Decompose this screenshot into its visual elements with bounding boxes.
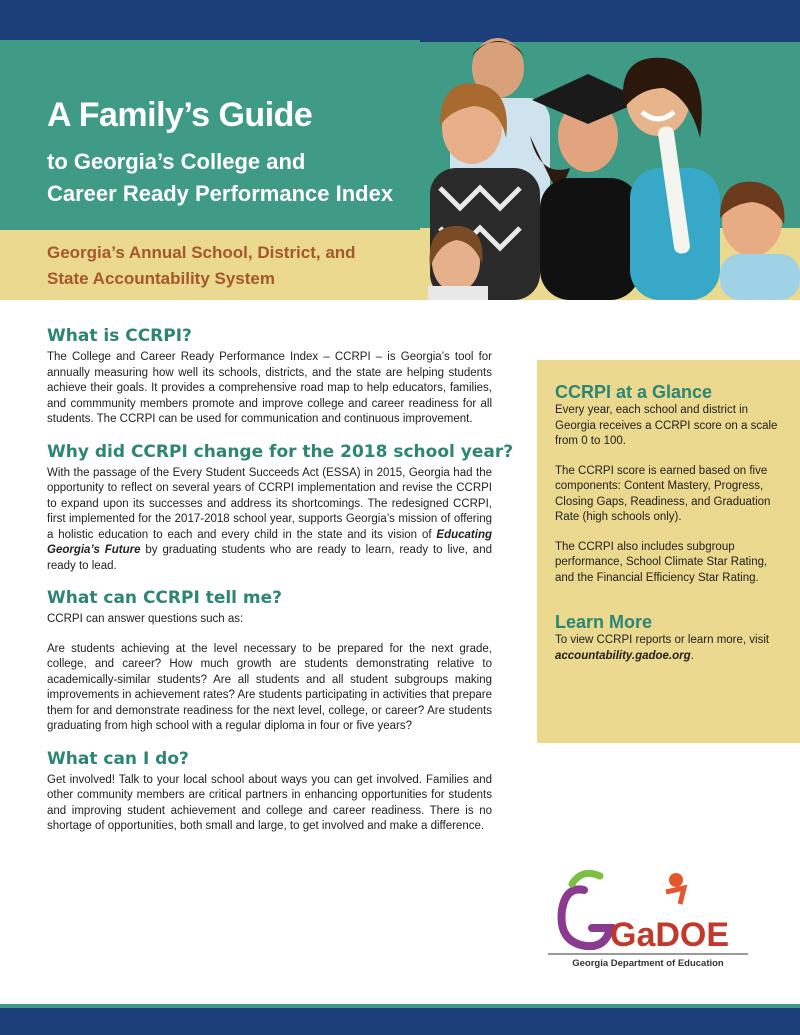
section-heading-why-change: Why did CCRPI change for the 2018 school year? (47, 441, 514, 462)
gadoe-logo (548, 862, 748, 972)
sidebar-heading-glance: CCRPI at a Glance (555, 382, 713, 402)
bottom-bar (0, 1008, 800, 1035)
paragraph-text: by graduating students who are ready to learn, ready to live, and ready to lead. (47, 544, 492, 572)
section-heading-what-tell: What can CCRPI tell me? (47, 588, 283, 608)
section-paragraph: CCRPI can answer questions such as: (47, 613, 244, 625)
paragraph-text: With the passage of the Every Student Succeeds Act (ESSA) in 2015, Georgia had the opportunity to reflect on several years of CCRPI implementation and revise the CCRPI to expand upon its successes and address its shortcomings. The redesigned CCRPI, first implemented for the 2017-2018 school year, supports Georgia’s mission of offering a holistic education to each and every child in the state and its vision of (47, 466, 492, 541)
logo-caption: Georgia Department of Education (572, 958, 724, 969)
sidebar-box (537, 360, 800, 743)
section-paragraph (47, 466, 492, 575)
logo-wordmark: GaDOE (610, 916, 730, 954)
sidebar-paragraph: The CCRPI also includes subgroup performance, School Climate Star Rating, and the Financial Efficiency Star Rating. (555, 540, 768, 584)
accountability-link[interactable]: accountability.gadoe.org (555, 649, 691, 662)
subtitle-line-2: State Accountability System (47, 269, 275, 288)
page-title-continued (47, 146, 393, 210)
section-paragraph: The College and Career Ready Performance Index – CCRPI – is Georgia’s tool for annually measuring how well its schools, districts, and the state are helping students achieve their goals. It provides a comprehensive road map to help educators, families, and commmunity members promote and improve college and career readiness for all students. The CCRPI can be used for communication and continuous improvement. (47, 351, 492, 425)
sidebar-heading-learn-more: Learn More (555, 612, 653, 632)
sidebar-paragraph (555, 633, 788, 664)
vision-emphasis: Educating Georgia’s Future (47, 528, 492, 556)
title-line-3: Career Ready Performance Index (47, 181, 394, 206)
main-content (47, 326, 514, 849)
page-subtitle (47, 240, 356, 292)
section-heading-what-is: What is CCRPI? (47, 326, 192, 346)
sidebar-paragraph: Every year, each school and district in Georgia receives a CCRPI score on a scale from 0 to 100. (555, 404, 778, 447)
section-paragraph: Are students achieving at the level necessary to be prepared for the next grade, college, and career? How much growth are students demonstrating relative to academically-similar students? Are all students and all student subgroups making improvements in achievement rates? Are students participating in activities that prepare them for and demonstrate readiness for the next level, college, or career? Are students graduating from high school with a regular diploma in four or five years? (47, 642, 492, 732)
learn-more-text: To view CCRPI reports or learn more, visit (555, 634, 770, 646)
learn-more-period: . (690, 649, 694, 662)
title-line-2: to Georgia’s College and (47, 149, 306, 174)
section-paragraph: Get involved! Talk to your local school about ways you can get involved. Families and other community members are critical partners in enhancing opportunities for students and improving student achievement and college and career readiness. There is no shortage of opportunities, both small and large, to get involved and make a difference. (47, 773, 492, 832)
section-heading-what-do: What can I do? (47, 748, 189, 769)
page-title: A Family’s Guide (47, 96, 313, 134)
family-graduation-photo (420, 28, 800, 300)
sidebar-paragraph: The CCRPI score is earned based on five components: Content Mastery, Progress, Closing Gaps, Readiness, and Graduation Rate (high schools only). (555, 464, 771, 523)
subtitle-line-1: Georgia’s Annual School, District, and (47, 243, 356, 262)
